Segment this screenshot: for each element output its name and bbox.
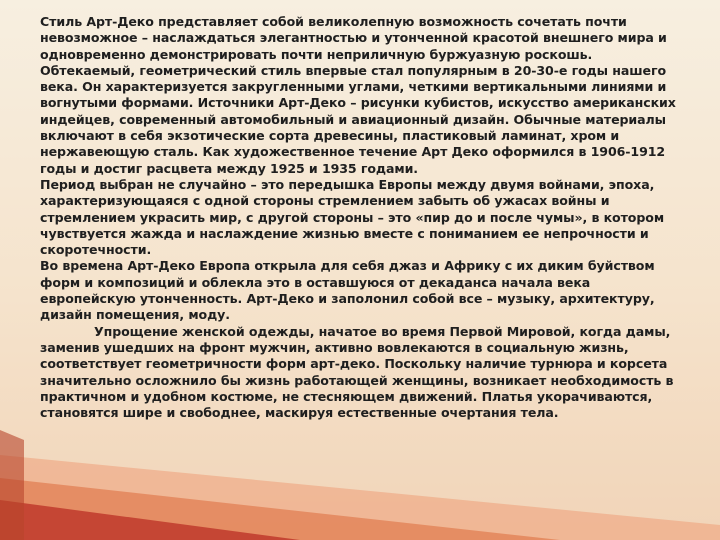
decor-left-strip bbox=[0, 430, 24, 540]
decor-band-dark bbox=[0, 500, 300, 540]
paragraph-europe: Во времена Арт-Деко Европа открыла для себя джаз и Африку с их диким буйством форм и композиций и облекла это в оставшуюся от декаданса начала века европейскую утонченность. Арт-Деко и заполонил собой все – музыку, архитектуру, дизайн помещения, моду. bbox=[40, 258, 655, 323]
paragraph-intro: Стиль Арт-Деко представляет собой великолепную возможность сочетать почти невозможное – наслаждаться элегантностью и утонченной красотой внешнего мира и одновременно демонстрировать почти неприличную буржуазную роскошь. Обтекаемый, геометрический стиль впервые стал популярным в 20-30-е годы нашего века. Он характеризуется закругленными углами, четкими вертикальными линиями и вогнутыми формами. Источники Арт-Деко – рисунки кубистов, искусство американских индейцев, современный автомобильный и авиационный дизайн. Обычные материалы включают в себя экзотические сорта древесины, пластиковый ламинат, хром и нержавеющую сталь. Как художественное течение Арт Деко оформился в 1906-1912 годы и достиг расцвета между 1925 и 1935 годами. bbox=[40, 14, 676, 176]
paragraph-period: Период выбран не случайно – это передышка Европы между двумя войнами, эпоха, характеризующаяся с одной стороны стремлением забыть об ужасах войны и стремлением украсить мир, с другой стороны – это «пир до и после чумы», в котором чувствуется жажда и наслаждение жизнью вместе с пониманием ее непрочности и скоротечности. bbox=[40, 176, 665, 258]
decor-band-light bbox=[0, 455, 720, 540]
decor-band-mid bbox=[0, 478, 560, 540]
slide-body-text bbox=[40, 14, 680, 421]
paragraph-fashion: Упрощение женской одежды, начатое во время Первой Мировой, когда дамы, заменив ушедших на фронт мужчин, активно вовлекаются в социальную жизнь, соответствует геометричности форм арт-деко. Поскольку наличие турнюра и корсета значительно осложнило бы жизнь работающей женщины, возникает необходимость в практичном и удобном костюме, не стесняющем движений. Платья укорачиваются, становятся шире и свободнее, маскируя естественные очертания тела. bbox=[40, 323, 674, 421]
